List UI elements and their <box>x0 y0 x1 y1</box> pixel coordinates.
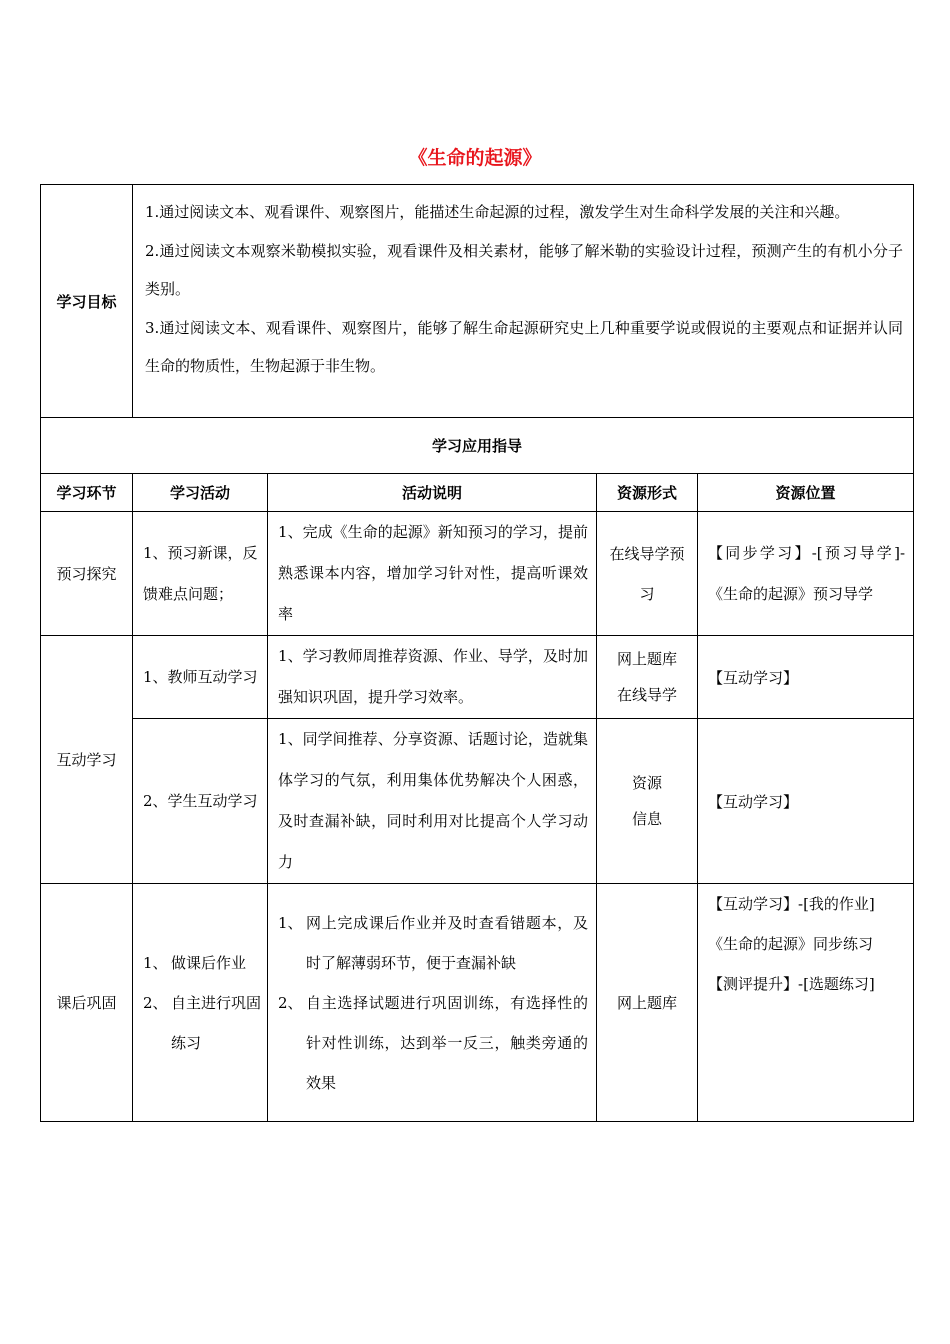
resource-location-cell: 【同步学习】-[预习导学]- 《生命的起源》预习导学 <box>698 512 914 636</box>
table-row <box>41 719 914 884</box>
goals-label: 学习目标 <box>41 185 133 418</box>
goals-row <box>41 185 914 418</box>
header-resource-form: 资源形式 <box>597 474 698 512</box>
activity-cell: 1、预习新课，反馈难点问题； <box>133 512 268 636</box>
activity-cell: 2、学生互动学习 <box>133 719 268 884</box>
resource-form-cell <box>597 719 698 884</box>
list-item: 1、 做课后作业 <box>143 953 247 972</box>
header-resource-location: 资源位置 <box>698 474 914 512</box>
resource-location-cell: 【互动学习】 <box>698 719 914 884</box>
resource-form-line: 网上题库 <box>616 650 677 668</box>
table-row <box>41 512 914 636</box>
resource-location-line: 《生命的起源》同步练习 <box>708 935 874 953</box>
header-stage: 学习环节 <box>41 474 133 512</box>
goal-item: 2.通过阅读文本观察米勒模拟实验，观看课件及相关素材，能够了解米勒的实验设计过程，预测产生的有机小分子类别。 <box>145 241 904 298</box>
header-activity: 学习活动 <box>133 474 268 512</box>
description-cell: 1、完成《生命的起源》新知预习的学习，提前熟悉课本内容，增加学习针对性，提高听课效率 <box>268 512 597 636</box>
goal-item: 1.通过阅读文本、观看课件、观察图片，能描述生命起源的过程，激发学生对生命科学发展的关注和兴趣。 <box>145 203 850 221</box>
guide-table <box>40 184 914 1122</box>
list-item: 1、 网上完成课后作业并及时查看错题本，及时了解薄弱环节，便于查漏补缺 <box>278 913 588 972</box>
list-item: 2、 自主选择试题进行巩固训练，有选择性的针对性训练，达到举一反三，触类旁通的效果 <box>278 993 588 1092</box>
resource-location-line: 【互动学习】-[我的作业] <box>708 895 875 913</box>
description-cell: 1、同学间推荐、分享资源、话题讨论，造就集体学习的气氛，利用集体优势解决个人困惑，及时查漏补缺，同时利用对比提高个人学习动力 <box>268 719 597 884</box>
resource-location-cell <box>698 884 914 1122</box>
list-item: 2、 自主进行巩固练习 <box>143 993 262 1052</box>
goal-item: 3.通过阅读文本、观看课件、观察图片，能够了解生命起源研究史上几种重要学说或假说的主要观点和证据并认同生命的物质性，生物起源于非生物。 <box>145 318 904 375</box>
header-row <box>41 474 914 512</box>
stage-cell: 课后巩固 <box>41 884 133 1122</box>
description-cell: 1、学习教师周推荐资源、作业、导学，及时加强知识巩固，提升学习效率。 <box>268 636 597 719</box>
table-row <box>41 636 914 719</box>
goals-content <box>133 185 914 418</box>
activity-list <box>143 943 261 1063</box>
activity-cell <box>133 884 268 1122</box>
stage-cell: 互动学习 <box>41 636 133 884</box>
header-description: 活动说明 <box>268 474 597 512</box>
guide-title-row <box>41 418 914 474</box>
resource-location-line: 【测评提升】-[选题练习] <box>708 975 875 993</box>
resource-form-cell: 在线导学预习 <box>597 512 698 636</box>
table-row <box>41 884 914 1122</box>
stage-cell: 预习探究 <box>41 512 133 636</box>
resource-location-cell: 【互动学习】 <box>698 636 914 719</box>
resource-form-line: 资源 <box>631 774 662 792</box>
guide-title: 学习应用指导 <box>41 418 914 474</box>
activity-cell: 1、教师互动学习 <box>133 636 268 719</box>
resource-form-line: 信息 <box>631 810 662 828</box>
page-title: 《生命的起源》 <box>408 147 542 169</box>
resource-form-cell: 网上题库 <box>597 884 698 1122</box>
resource-form-line: 在线导学 <box>616 686 677 704</box>
description-list <box>278 903 588 1103</box>
description-cell <box>268 884 597 1122</box>
resource-form-cell <box>597 636 698 719</box>
